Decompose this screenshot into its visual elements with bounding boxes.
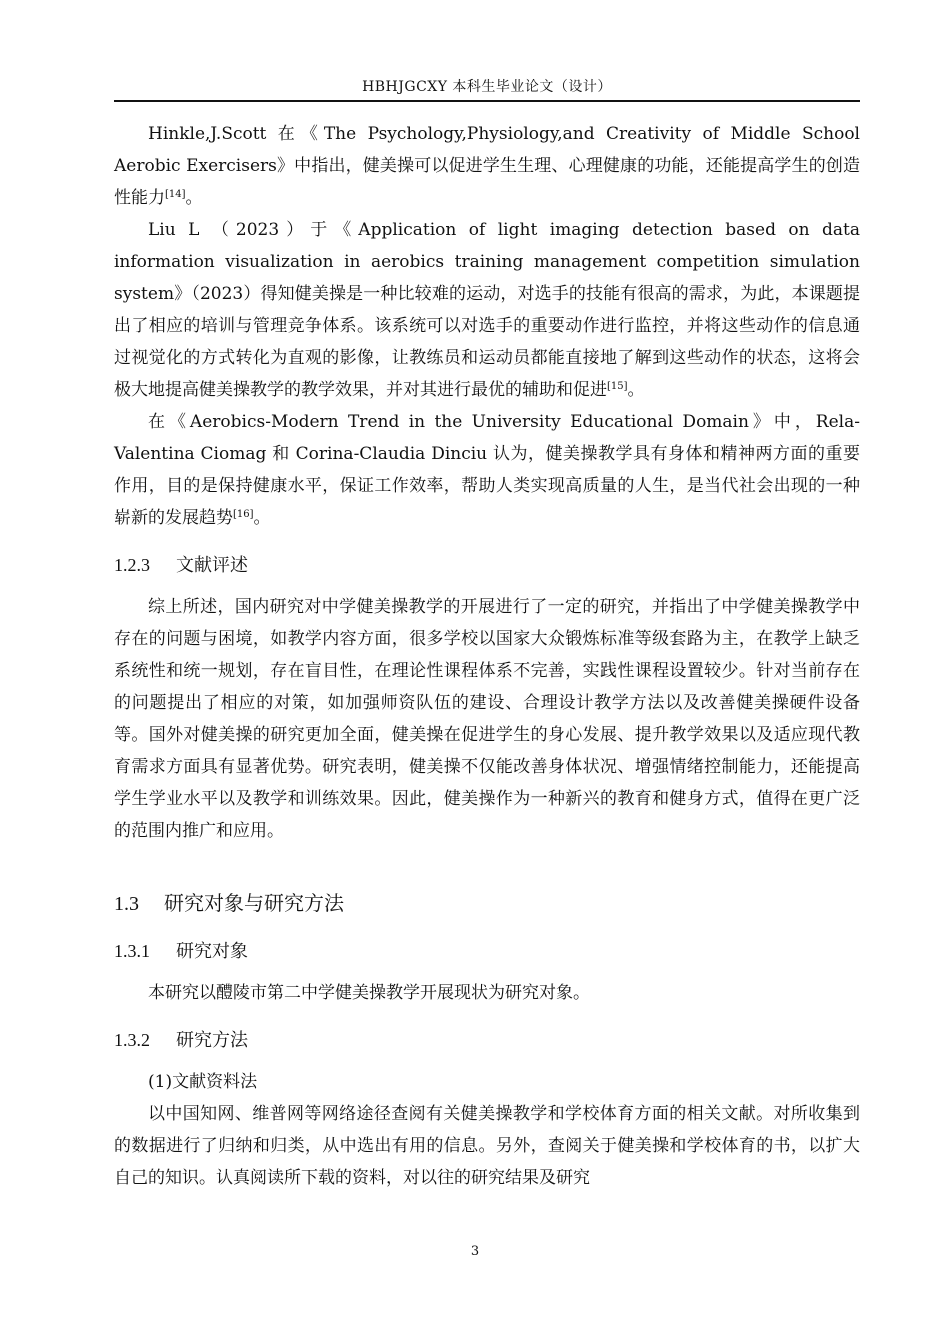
section-title: 文献评述: [176, 555, 248, 576]
paragraph-liu: [114, 214, 860, 406]
paragraph-text: Liu L （2023）于《Application of light imaging detection based on data information visualization in aerobics training management competition simulation system》（2023）得知健美操是一种比较难的运动，对选手的技能有很高的需求，为此，本课题提出了相应的培训与管理竞争体系。该系统可以对选手的重要动作进行监控，并将这些动作的信息通过视觉化的方式转化为直观的影像，让教练员和运动员都能直接地了解到这些动作的状态，这将会极大地提高健美操教学的教学效果，并对其进行最优的辅助和促进: [114, 220, 860, 400]
punctuation: 。: [185, 188, 203, 208]
paragraph-review: 综上所述，国内研究对中学健美操教学的开展进行了一定的研究，并指出了中学健美操教学中存在的问题与困境，如教学内容方面，很多学校以国家大众锻炼标准等级套路为主，在教学上缺乏系统性和统一规划，存在盲目性，在理论性课程体系不完善，实践性课程设置较少。针对当前存在的问题提出了相应的对策，如加强师资队伍的建设、合理设计教学方法以及改善健美操硬件设备等。国外对健美操的研究更加全面，健美操在促进学生的身心发展、提升教学效果以及适应现代教育需求方面具有显著优势。研究表明，健美操不仅能改善身体状况、增强情绪控制能力，还能提高学生学业水平以及教学和训练效果。因此，健美操作为一种新兴的教育和健身方式，值得在更广泛的范围内推广和应用。: [114, 597, 860, 841]
section-heading-1-2-3: [114, 550, 860, 581]
punctuation: 。: [627, 380, 645, 400]
method-title-literature: (1)文献资料法: [148, 1072, 258, 1092]
paragraph-literature-method: 以中国知网、维普网等网络途径查阅有关健美操教学和学校体育方面的相关文献。对所收集到的数据进行了归纳和归类，从中选出有用的信息。另外，查阅关于健美操和学校体育的书，以扩大自己的知识。认真阅读所下载的资料，对以往的研究结果及研究: [114, 1104, 860, 1188]
section-heading-1-3: [114, 887, 860, 920]
section-title: 研究对象: [176, 941, 248, 962]
section-title: 研究对象与研究方法: [164, 891, 344, 915]
citation-ref: [15]: [607, 381, 628, 392]
punctuation: 。: [253, 508, 271, 528]
page-number: 3: [470, 1244, 480, 1259]
paragraph-text: 在《Aerobics-Modern Trend in the University Educational Domain》中，Rela-Valentina Ciomag 和 Corina-Claudia Dinciu 认为，健美操教学具有身体和精神两方面的重要作用，目的是保持健康水平，保证工作效率，帮助人类实现高质量的人生，是当代社会出现的一种崭新的发展趋势: [114, 412, 860, 528]
citation-ref: [14]: [165, 189, 186, 200]
document-body: [114, 118, 860, 1194]
section-number: 1.2.3: [114, 555, 150, 575]
paragraph-text: Hinkle,J.Scott 在《The Psychology,Physiology,and Creativity of Middle School Aerobic Exercisers》中指出，健美操可以促进学生生理、心理健康的功能，还能提高学生的创造性能力: [114, 124, 860, 208]
header-divider: [114, 100, 860, 102]
section-heading-1-3-1: [114, 936, 860, 967]
section-number: 1.3.2: [114, 1030, 150, 1050]
section-number: 1.3.1: [114, 941, 150, 961]
paragraph-object: 本研究以醴陵市第二中学健美操教学开展现状为研究对象。: [148, 983, 590, 1003]
paragraph-ciomag: [114, 406, 860, 534]
section-title: 研究方法: [176, 1030, 248, 1051]
paragraph-hinkle: [114, 118, 860, 214]
section-number: 1.3: [114, 893, 139, 915]
page-header: HBHJGCXY 本科生毕业论文（设计）: [362, 79, 612, 95]
citation-ref: [16]: [233, 509, 254, 520]
section-heading-1-3-2: [114, 1025, 860, 1056]
